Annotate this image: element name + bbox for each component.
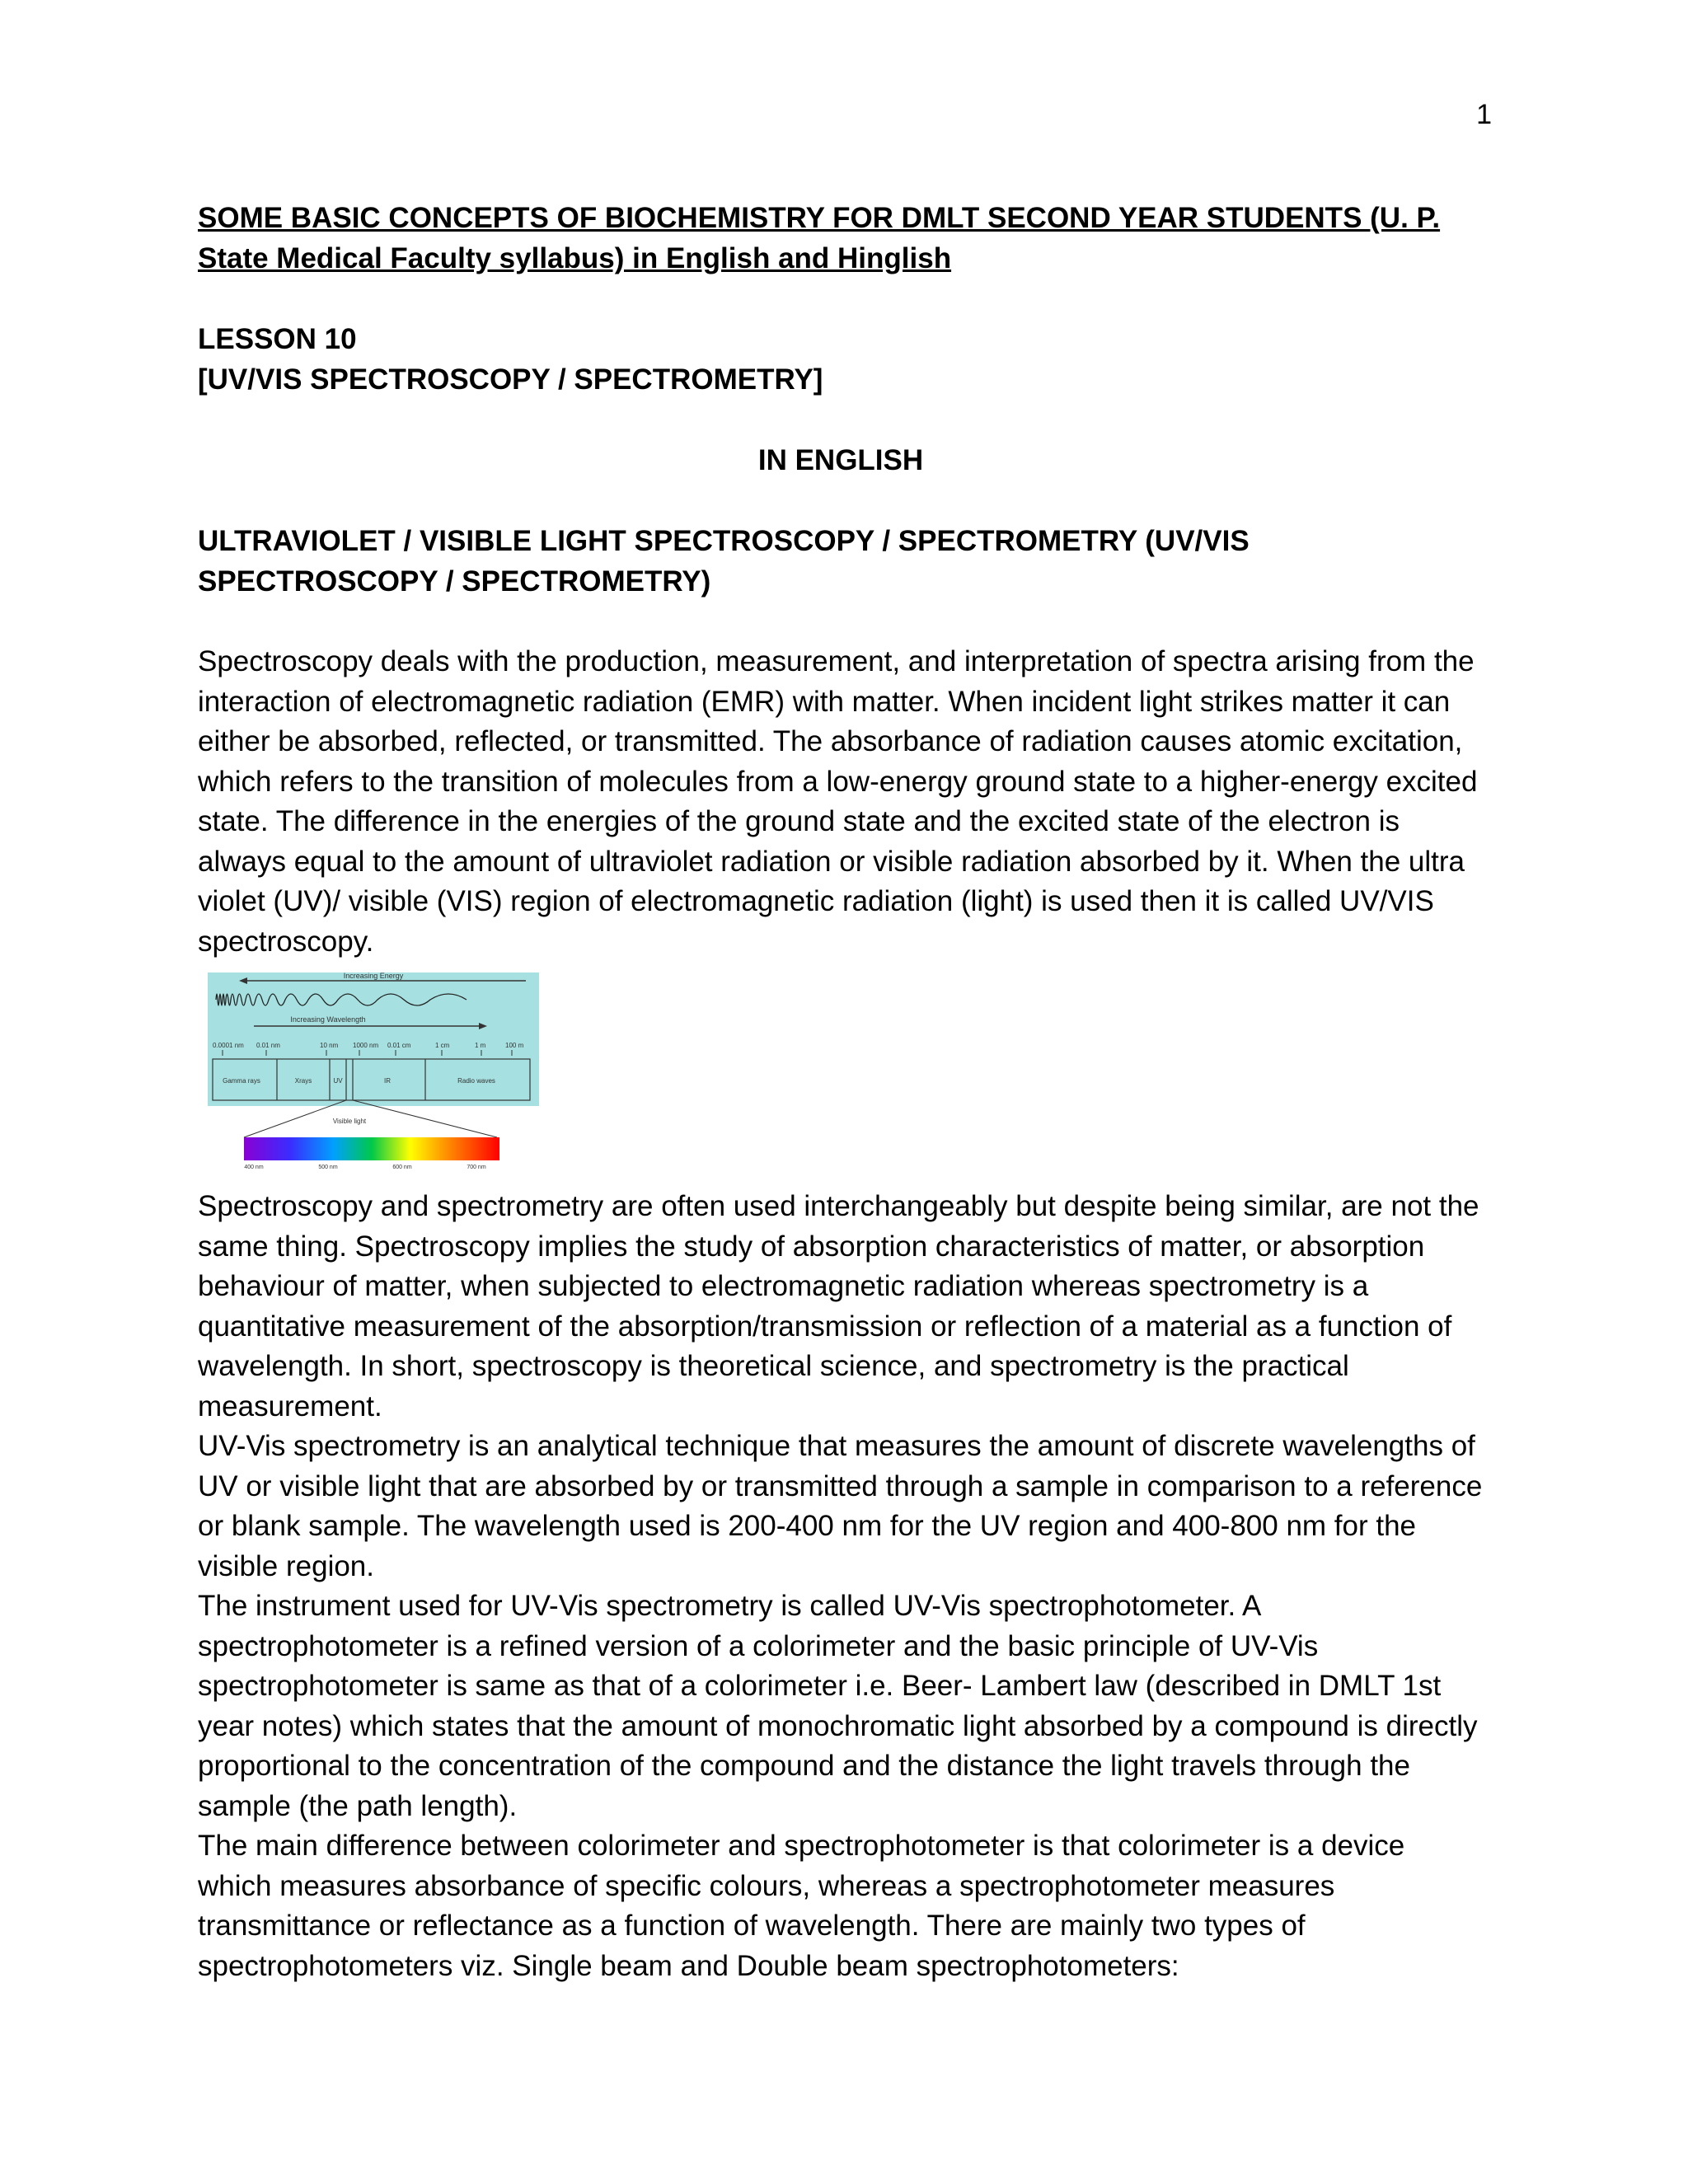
document-title: SOME BASIC CONCEPTS OF BIOCHEMISTRY FOR DMLT SECOND YEAR STUDENTS (U. P. State Medical Faculty syllabus) in English and Hinglish: [198, 202, 1441, 274]
lesson-block: [198, 319, 1484, 400]
region-gamma: Gamma rays: [223, 1077, 260, 1085]
visible-light-label: Visible light: [332, 1118, 367, 1125]
visible-spectrum-bar: [244, 1137, 499, 1160]
region-ir: IR: [384, 1077, 391, 1085]
increasing-energy-label: Increasing Energy: [343, 972, 404, 980]
increasing-wavelength-label: Increasing Wavelength: [290, 1015, 366, 1024]
paragraph-uv-vis-technique: UV-Vis spectrometry is an analytical technique that measures the amount of discrete wavelengths of UV or visible light that are absorbed by or transmitted through a sample in comparison to a reference or blank sample. The wavelength used is 200-400 nm for the UV region and 400-800 nm for the visible region.: [198, 1430, 1483, 1582]
region-uv: UV: [333, 1077, 343, 1085]
lesson-number: LESSON 10: [198, 323, 357, 355]
visible-scale-700: 700 nm: [467, 1165, 486, 1170]
scale-label-8: 100 m: [505, 1042, 524, 1049]
visible-scale-600: 600 nm: [392, 1165, 412, 1170]
paragraph-spectroscopy-vs-spectrometry: Spectroscopy and spectrometry are often used interchangeably but despite being similar, are not the same thing. Spectroscopy implies the study of absorption characteristics of matter, or absorption behaviour of matter, when subjected to electromagnetic radiation whereas spectrometry is a quantitative measurement of the absorption/transmission or reflection of a material as a function of wavelength. In short, spectroscopy is theoretical science, and spectrometry is the practical measurement.: [198, 1190, 1479, 1422]
spectrum-panel: [208, 972, 539, 1106]
visible-scale-500: 500 nm: [318, 1165, 338, 1170]
region-xrays: Xrays: [294, 1077, 312, 1085]
scale-label-4: 1000 nm: [353, 1042, 379, 1049]
scale-label-3: 10 nm: [320, 1042, 339, 1049]
paragraph-colorimeter-difference: The main difference between colorimeter and spectrophotometer is that colorimeter is a device which measures absorbance of specific colours, whereas a spectrophotometer measures transmittance or reflectance as a function of wavelength. There are mainly two types of spectrophotometers viz. Single beam and Double beam spectrophotometers:: [198, 1830, 1405, 1982]
scale-label-2: 0.01 nm: [256, 1042, 280, 1049]
em-spectrum-figure: [204, 968, 542, 1170]
visible-scale-400: 400 nm: [244, 1165, 264, 1170]
paragraph-instrument: The instrument used for UV-Vis spectrometry is called UV-Vis spectrophotometer. A spectrophotometer is a refined version of a colorimeter and the basic principle of UV-Vis spectrophotometer is same as that of a colorimeter i.e. Beer- Lambert law (described in DMLT 1st year notes) which states that the amount of monochromatic light absorbed by a compound is directly proportional to the concentration of the compound and the distance the light travels through the sample (the path length).: [198, 1590, 1478, 1822]
region-radio: Radio waves: [457, 1077, 495, 1085]
language-heading: IN ENGLISH: [757, 444, 924, 476]
lesson-topic: [UV/VIS SPECTROSCOPY / SPECTROMETRY]: [198, 363, 823, 396]
scale-label-1: 0.0001 nm: [213, 1042, 244, 1049]
scale-label-6: 1 cm: [435, 1042, 450, 1049]
scale-label-5: 0.01 cm: [387, 1042, 411, 1049]
section-heading: ULTRAVIOLET / VISIBLE LIGHT SPECTROSCOPY / SPECTROMETRY (UV/VIS SPECTROSCOPY / SPECTROMETRY): [198, 525, 1250, 598]
scale-label-7: 1 m: [475, 1042, 486, 1049]
document-body: [198, 198, 1484, 1986]
page-number: 1: [1476, 99, 1492, 130]
em-spectrum-diagram: [204, 968, 542, 1170]
paragraph-intro: Spectroscopy deals with the production, measurement, and interpretation of spectra arising from the interaction of electromagnetic radiation (EMR) with matter. When incident light strikes matter it can either be absorbed, reflected, or transmitted. The absorbance of radiation causes atomic excitation, which refers to the transition of molecules from a low-energy ground state to a higher-energy excited state. The difference in the energies of the ground state and the excited state of the electron is always equal to the amount of ultraviolet radiation or visible radiation absorbed by it. When the ultra violet (UV)/ visible (VIS) region of electromagnetic radiation (light) is used then it is called UV/VIS spectroscopy.: [198, 645, 1478, 958]
